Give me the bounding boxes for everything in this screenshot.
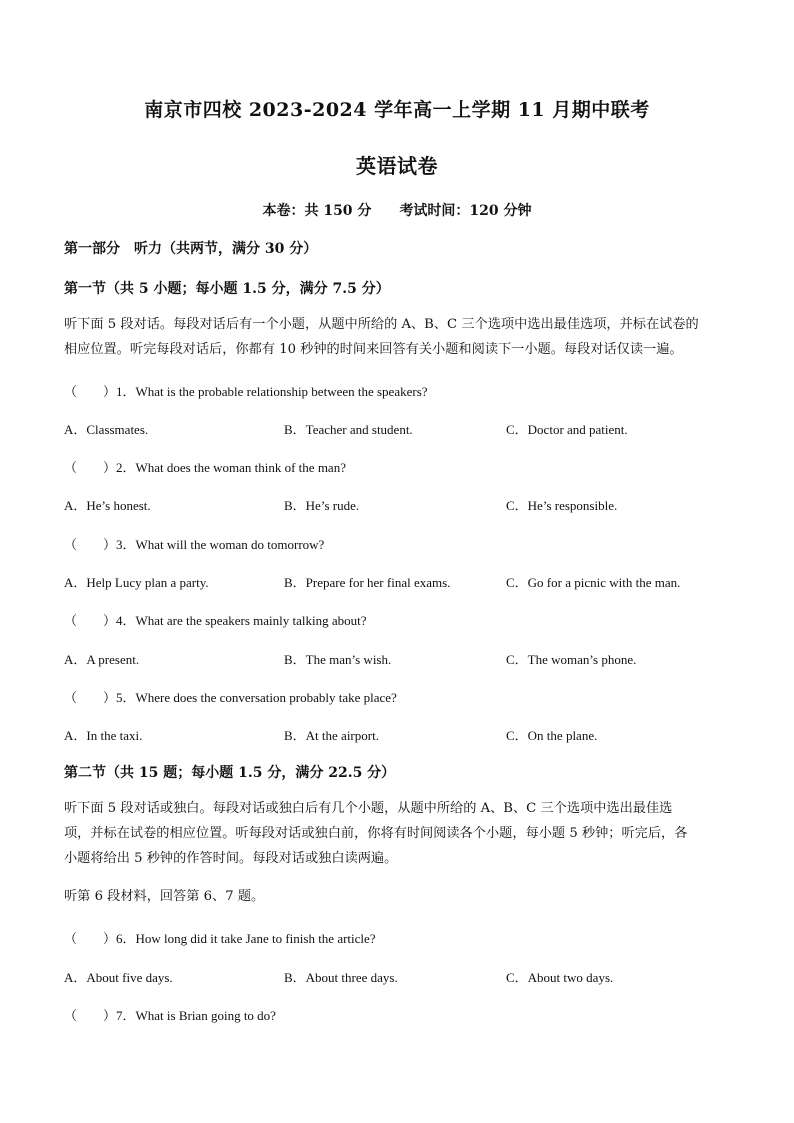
option-c: C．About two days.	[506, 970, 614, 985]
option-a: A．A present.	[64, 652, 140, 667]
exam-time: 考试时间：120 分钟	[399, 203, 532, 219]
option-b: B．Prepare for her final exams.	[284, 575, 451, 590]
instruction-line: 听下面 5 段对话或独白。每段对话或独白后有几个小题，从题中所给的 A、B、C 三个选项中选出最佳选	[64, 801, 673, 816]
section1-instructions	[64, 312, 732, 362]
question-prompt: （ ）3．What will the woman do tomorrow?	[64, 537, 325, 552]
question-prompt: （ ）5．Where does the conversation probably take place?	[64, 690, 397, 705]
option-b: B．Teacher and student.	[284, 422, 413, 437]
question-prompt: （ ）1．What is the probable relationship between the speakers?	[64, 384, 428, 399]
section1-heading: 第一节（共 5 小题；每小题 1.5 分，满分 7.5 分）	[64, 281, 390, 297]
question-prompt: （ ）6．How long did it take Jane to finish the article?	[64, 931, 376, 946]
option-c: C．Go for a picnic with the man.	[506, 575, 681, 590]
option-c: C．He’s responsible.	[506, 498, 618, 513]
material-note: 听第 6 段材料，回答第 6、7 题。	[64, 889, 265, 904]
option-c: C．On the plane.	[506, 728, 598, 743]
total-score: 本卷：共 150 分	[262, 203, 372, 219]
option-b: B．About three days.	[284, 970, 398, 985]
option-a: A．Help Lucy plan a party.	[64, 575, 209, 590]
option-a: A．About five days.	[64, 970, 173, 985]
option-b: B．He’s rude.	[284, 498, 360, 513]
instruction-line: 小题将给出 5 秒钟的作答时间。每段对话或独白读两遍。	[64, 851, 398, 866]
question-prompt: （ ）7．What is Brian going to do?	[64, 1008, 276, 1023]
option-b: B．The man’s wish.	[284, 652, 392, 667]
option-c: C．The woman’s phone.	[506, 652, 637, 667]
option-a: A．Classmates.	[64, 422, 149, 437]
option-c: C．Doctor and patient.	[506, 422, 628, 437]
option-b: B．At the airport.	[284, 728, 379, 743]
part1-heading: 第一部分 听力（共两节，满分 30 分）	[64, 241, 318, 257]
option-a: A．He’s honest.	[64, 498, 151, 513]
instruction-line: 相应位置。听完每段对话后，你都有 10 秒钟的时间来回答有关小题和阅读下一小题。每段对话仅读一遍。	[64, 342, 683, 357]
exam-title: 南京市四校 2023-2024 学年高一上学期 11 月期中联考	[144, 99, 650, 121]
question-prompt: （ ）4．What are the speakers mainly talking about?	[64, 613, 367, 628]
section2-heading: 第二节（共 15 题；每小题 1.5 分，满分 22.5 分）	[64, 765, 396, 781]
instruction-line: 听下面 5 段对话。每段对话后有一个小题，从题中所给的 A、B、C 三个选项中选出最佳选项，并标在试卷的	[64, 317, 699, 332]
instruction-line: 项，并标在试卷的相应位置。听每段对话或独白前，你将有时间阅读各个小题，每小题 5 秒钟；听完后，各	[64, 826, 688, 841]
question-prompt: （ ）2．What does the woman think of the man?	[64, 460, 346, 475]
option-a: A．In the taxi.	[64, 728, 143, 743]
exam-meta	[0, 200, 794, 220]
section2-instructions	[64, 796, 732, 871]
exam-subtitle: 英语试卷	[356, 154, 438, 178]
